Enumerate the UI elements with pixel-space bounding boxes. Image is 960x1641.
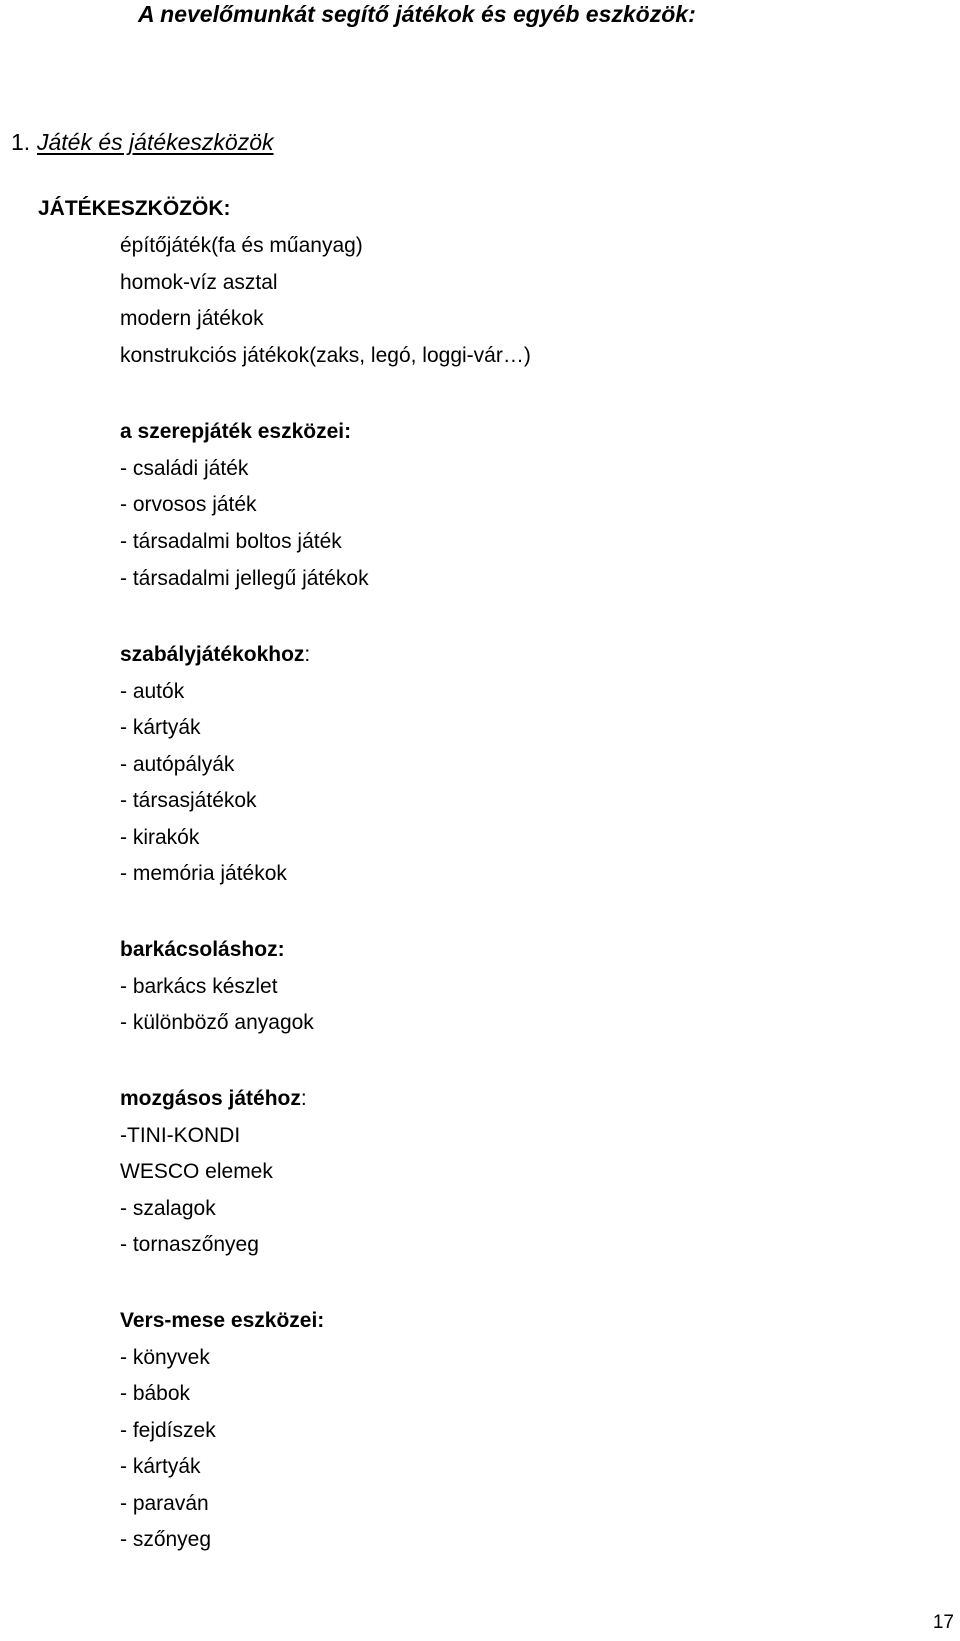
list-item: - bábok <box>120 1382 191 1405</box>
list-item: -TINI-KONDI <box>120 1124 241 1147</box>
list-item: - társasjátékok <box>120 789 257 812</box>
section-title: Játék és játékeszközök <box>37 129 274 155</box>
heading-barkacs: barkácsoláshoz: <box>120 938 285 961</box>
list-item: - szőnyeg <box>120 1528 212 1551</box>
list-item: - autópályák <box>120 753 235 776</box>
heading-szerepjatek: a szerepjáték eszközei: <box>120 420 352 443</box>
heading-mozgasos-text: mozgásos játéhoz <box>120 1087 301 1110</box>
list-item: - fejdíszek <box>120 1419 216 1442</box>
heading-szabalyjatek-text: szabályjátékokhoz <box>120 643 305 666</box>
list-item: - társadalmi boltos játék <box>120 530 342 553</box>
list-item: - barkács készlet <box>120 975 278 998</box>
document-title: A nevelőmunkát segítő játékok és egyéb eszközök: <box>138 1 696 27</box>
list-item: - kirakók <box>120 826 200 849</box>
list-item: WESCO elemek <box>120 1160 273 1183</box>
list-item: - orvosos játék <box>120 493 257 516</box>
heading-mozgasos <box>120 1084 307 1114</box>
list-item: - kártyák <box>120 716 201 739</box>
heading-szabalyjatek-colon: : <box>304 643 311 666</box>
list-item: - kártyák <box>120 1455 201 1478</box>
list-item: modern játékok <box>120 307 264 330</box>
section-number: 1. <box>11 129 31 155</box>
list-item: - szalagok <box>120 1197 216 1220</box>
list-item: homok-víz asztal <box>120 271 278 294</box>
page-number: 17 <box>932 1612 954 1633</box>
list-item: konstrukciós játékok(zaks, legó, loggi-vár…) <box>120 344 531 367</box>
list-item: - memória játékok <box>120 862 287 885</box>
list-item: - különböző anyagok <box>120 1011 314 1034</box>
heading-szabalyjatek <box>120 640 310 670</box>
list-item: - tornaszőnyeg <box>120 1233 259 1256</box>
list-item: - családi játék <box>120 457 249 480</box>
list-item: - társadalmi jellegű játékok <box>120 567 369 590</box>
list-item: - autók <box>120 680 185 703</box>
section-heading <box>11 126 274 158</box>
list-item: - könyvek <box>120 1346 210 1369</box>
list-item: - paraván <box>120 1492 209 1515</box>
list-item: építőjáték(fa és műanyag) <box>120 234 363 257</box>
heading-versmese: Vers-mese eszközei: <box>120 1309 325 1332</box>
heading-mozgasos-colon: : <box>300 1087 307 1110</box>
heading-jatekeszkozok: JÁTÉKESZKÖZÖK: <box>38 197 231 220</box>
